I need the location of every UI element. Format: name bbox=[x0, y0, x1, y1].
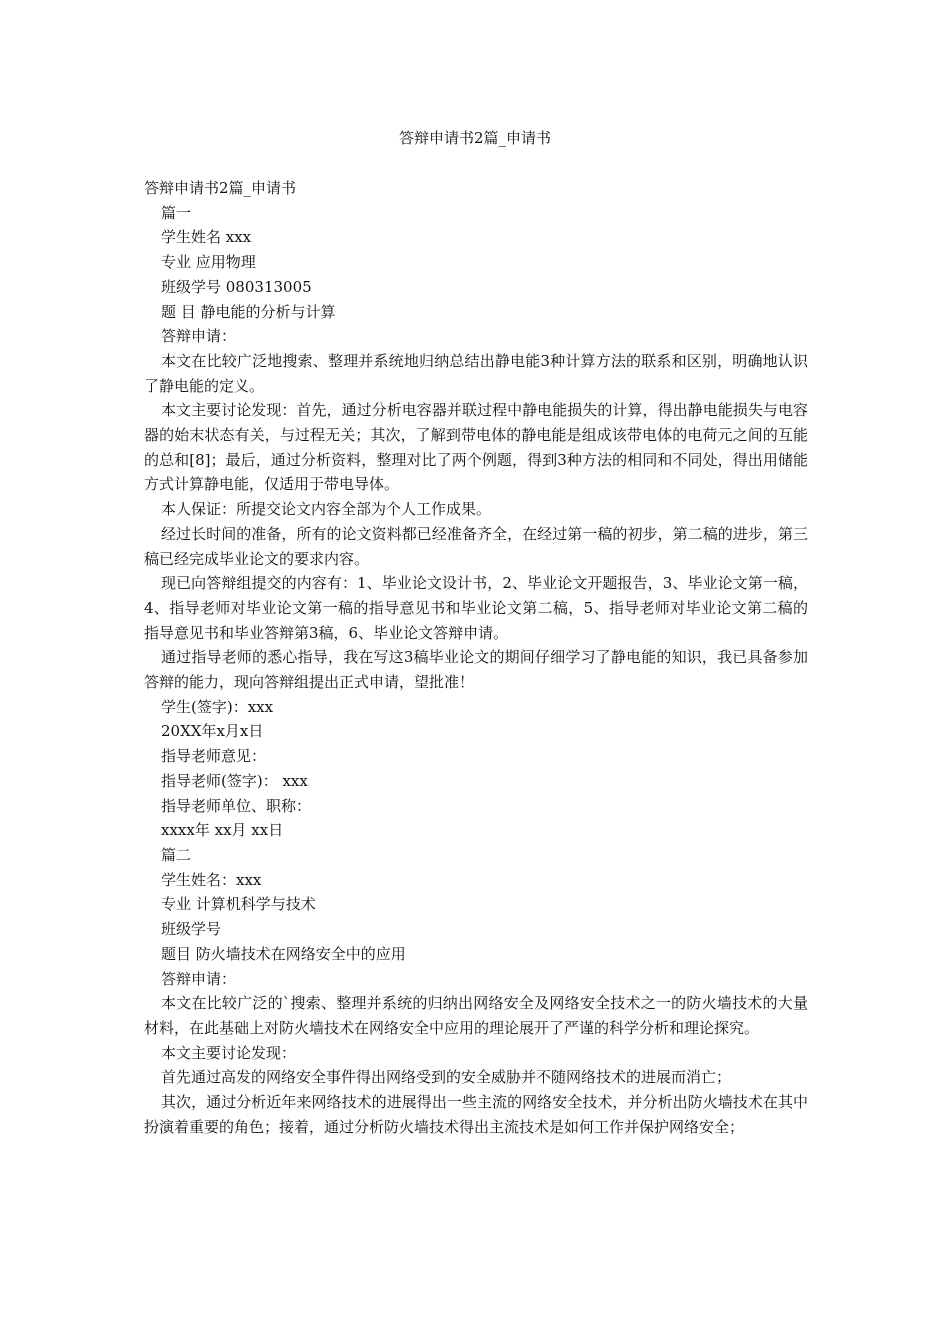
part1-heading: 篇一 bbox=[161, 203, 192, 222]
part2-paragraph: 本文主要讨论发现： bbox=[161, 1043, 297, 1062]
document-body bbox=[144, 176, 808, 1139]
part1-paragraph: 现已向答辩组提交的内容有：1、毕业论文设计书，2、毕业论文开题报告，3、毕业论文第一稿，4、指导老师对毕业论文第一稿的指导意见书和毕业论文第二稿，5、指导老师对毕业论文第二稿的指导意见书和毕业答辩第3稿，6、毕业论文答辩申请。 bbox=[144, 574, 808, 642]
part1-major: 专业 应用物理 bbox=[161, 253, 256, 272]
part2-class-id: 班级学号 bbox=[161, 920, 222, 939]
part1-date: 20XX年x月x日 bbox=[161, 722, 264, 741]
part1-class-id: 班级学号 080313005 bbox=[161, 277, 312, 296]
part1-paragraph: 经过长时间的准备，所有的论文资料都已经准备齐全，在经过第一稿的初步，第二稿的进步，第三稿已经完成毕业论文的要求内容。 bbox=[144, 524, 808, 568]
part1-advisor-opinion: 指导老师意见： bbox=[161, 747, 267, 766]
part2-student-name: 学生姓名：xxx bbox=[161, 870, 262, 889]
part1-student-signature: 学生(签字)：xxx bbox=[161, 697, 274, 716]
part1-student-name: 学生姓名 xxx bbox=[161, 228, 252, 247]
part1-paragraph: 本文主要讨论发现：首先，通过分析电容器并联过程中静电能损失的计算，得出静电能损失与电容器的始末状态有关，与过程无关；其次，了解到带电体的静电能是组成该带电体的电荷元之间的互能的总和[8]；最后，通过分析资料，整理对比了两个例题，得到3种方法的相同和不同处，得出用储能方式计算静电能，仅适用于带电导体。 bbox=[144, 401, 808, 494]
part1-topic: 题 目 静电能的分析与计算 bbox=[161, 302, 336, 321]
part1-paragraph: 本文在比较广泛地搜索、整理并系统地归纳总结出静电能3种计算方法的联系和区别，明确地认识了静电能的定义。 bbox=[144, 351, 808, 395]
document-title: 答辩申请书2篇_申请书 bbox=[398, 129, 552, 147]
document-subtitle: 答辩申请书2篇_申请书 bbox=[144, 179, 297, 197]
part2-major: 专业 计算机科学与技术 bbox=[161, 895, 316, 914]
part1-advisor-unit: 指导老师单位、职称： bbox=[161, 796, 312, 815]
part1-paragraph: 通过指导老师的悉心指导，我在写这3稿毕业论文的期间仔细学习了静电能的知识，我已具备参加答辩的能力，现向答辩组提出正式申请，望批准！ bbox=[144, 648, 808, 692]
part2-topic: 题目 防火墙技术在网络安全中的应用 bbox=[161, 944, 406, 963]
part2-paragraph: 本文在比较广泛的`搜索、整理并系统的归纳出网络安全及网络安全技术之一的防火墙技术的大量材料，在此基础上对防火墙技术在网络安全中应用的理论展开了严谨的科学分析和理论探究。 bbox=[144, 994, 808, 1037]
part2-apply-label: 答辩申请： bbox=[161, 969, 237, 988]
part1-advisor-signature: 指导老师(签字)： xxx bbox=[161, 771, 308, 790]
part1-apply-label: 答辩申请： bbox=[161, 327, 237, 346]
part2-heading: 篇二 bbox=[161, 845, 192, 864]
part1-advisor-date: xxxx年 xx月 xx日 bbox=[161, 821, 284, 840]
part2-paragraph: 其次，通过分析近年来网络技术的进展得出一些主流的网络安全技术，并分析出防火墙技术在其中扮演着重要的角色；接着，通过分析防火墙技术得出主流技术是如何工作并保护网络安全； bbox=[144, 1093, 808, 1136]
part2-paragraph: 首先通过高发的网络安全事件得出网络受到的安全威胁并不随网络技术的进展而消亡； bbox=[161, 1068, 732, 1087]
part1-paragraph: 本人保证：所提交论文内容全部为个人工作成果。 bbox=[161, 500, 492, 519]
